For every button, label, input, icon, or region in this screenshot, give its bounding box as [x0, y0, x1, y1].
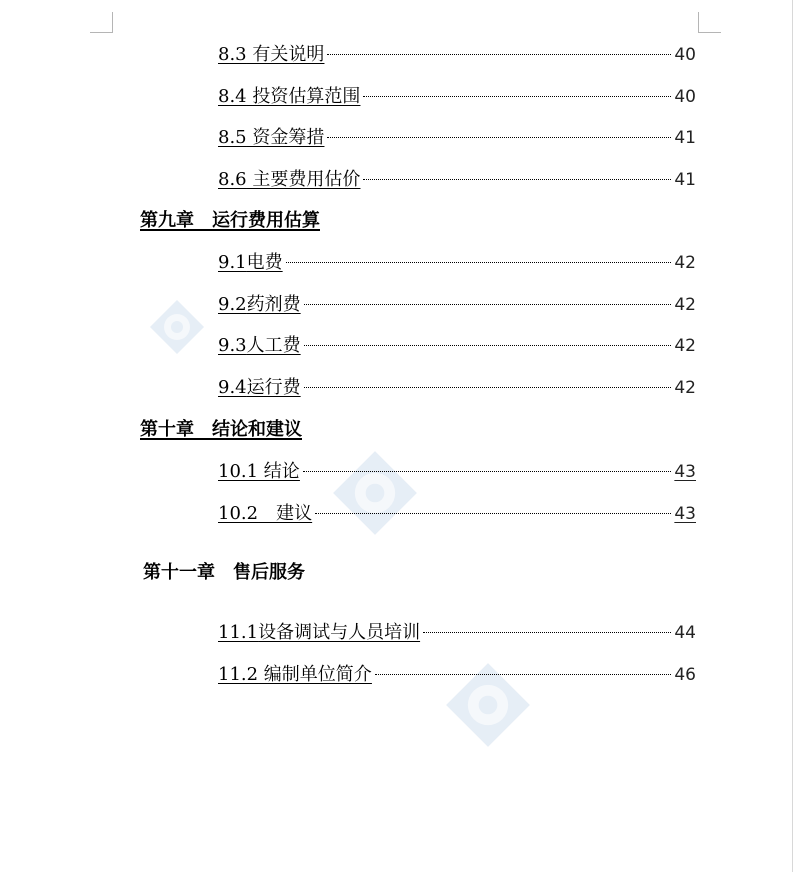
dot-leader	[327, 137, 671, 138]
toc-entry-number: 8.6	[218, 169, 247, 190]
toc-entry[interactable]	[218, 620, 696, 646]
toc-page-number: 42	[674, 336, 696, 356]
toc-entry-number: 8.5	[218, 127, 247, 148]
dot-leader	[363, 96, 671, 97]
toc-entry-title: 人工费	[246, 335, 301, 356]
toc-entry[interactable]	[218, 459, 696, 485]
toc-page-number: 40	[674, 87, 696, 107]
toc-entry-title: 设备调试与人员培训	[258, 622, 421, 643]
toc-entry-title: 运行费	[246, 377, 301, 398]
margin-corner-mark	[698, 12, 721, 33]
toc-entry-number: 9.4	[218, 377, 247, 398]
toc-entry[interactable]	[218, 42, 696, 68]
toc-entry-title: 电费	[246, 252, 283, 273]
toc-entry-number: 11.1	[218, 622, 259, 643]
toc-entry[interactable]	[218, 292, 696, 318]
dot-leader	[304, 345, 672, 346]
toc-page-number: 42	[674, 378, 696, 398]
chapter-heading-10[interactable]: 第十章 结论和建议	[140, 419, 302, 440]
margin-corner-mark	[90, 12, 113, 33]
toc-entry-title: 药剂费	[246, 294, 301, 315]
toc-entry-number: 9.3	[218, 335, 247, 356]
toc-page-number: 40	[674, 45, 696, 65]
toc-page-number: 42	[674, 295, 696, 315]
toc-entry[interactable]	[218, 501, 696, 527]
toc-entry-title: 建议	[258, 503, 313, 524]
toc-entry-title: 结论	[258, 461, 300, 482]
toc-entry-number: 8.4	[218, 86, 247, 107]
dot-leader	[315, 513, 671, 514]
toc-entry[interactable]	[218, 250, 696, 276]
toc-entry[interactable]	[218, 84, 696, 110]
dot-leader	[304, 387, 672, 388]
dot-leader	[423, 632, 671, 633]
watermark-logo-icon	[148, 298, 206, 356]
toc-entry-title: 主要费用估价	[246, 169, 361, 190]
dot-leader	[304, 304, 672, 305]
toc-entry-title: 投资估算范围	[246, 86, 361, 107]
dot-leader	[327, 54, 671, 55]
toc-page-number: 42	[674, 253, 696, 273]
toc-entry[interactable]	[218, 662, 696, 688]
toc-entry-title: 有关说明	[246, 44, 325, 65]
toc-page-number: 41	[674, 128, 696, 148]
toc-entry[interactable]	[218, 333, 696, 359]
dot-leader	[286, 262, 672, 263]
dot-leader	[363, 179, 671, 180]
toc-page-number: 44	[674, 623, 696, 643]
toc-entry[interactable]	[218, 125, 696, 151]
dot-leader	[375, 674, 672, 675]
toc-entry-number: 10.2	[218, 503, 259, 524]
toc-page-number: 43	[674, 462, 696, 482]
toc-entry-number: 11.2	[218, 664, 259, 685]
page-edge	[792, 0, 793, 872]
toc-entry-number: 10.1	[218, 461, 259, 482]
chapter-heading-11[interactable]: 第十一章 售后服务	[143, 562, 305, 583]
toc-entry-title: 编制单位简介	[258, 664, 372, 685]
dot-leader	[303, 471, 672, 472]
toc-page-number: 46	[674, 665, 696, 685]
toc-entry[interactable]	[218, 375, 696, 401]
toc-entry-number: 9.1	[218, 252, 247, 273]
toc-entry-title: 资金筹措	[246, 127, 325, 148]
toc-entry-number: 9.2	[218, 294, 247, 315]
toc-page-number: 43	[674, 504, 696, 524]
toc-entry-number: 8.3	[218, 44, 247, 65]
chapter-heading-9[interactable]: 第九章 运行费用估算	[140, 210, 320, 231]
toc-page-number: 41	[674, 170, 696, 190]
toc-entry[interactable]	[218, 167, 696, 193]
